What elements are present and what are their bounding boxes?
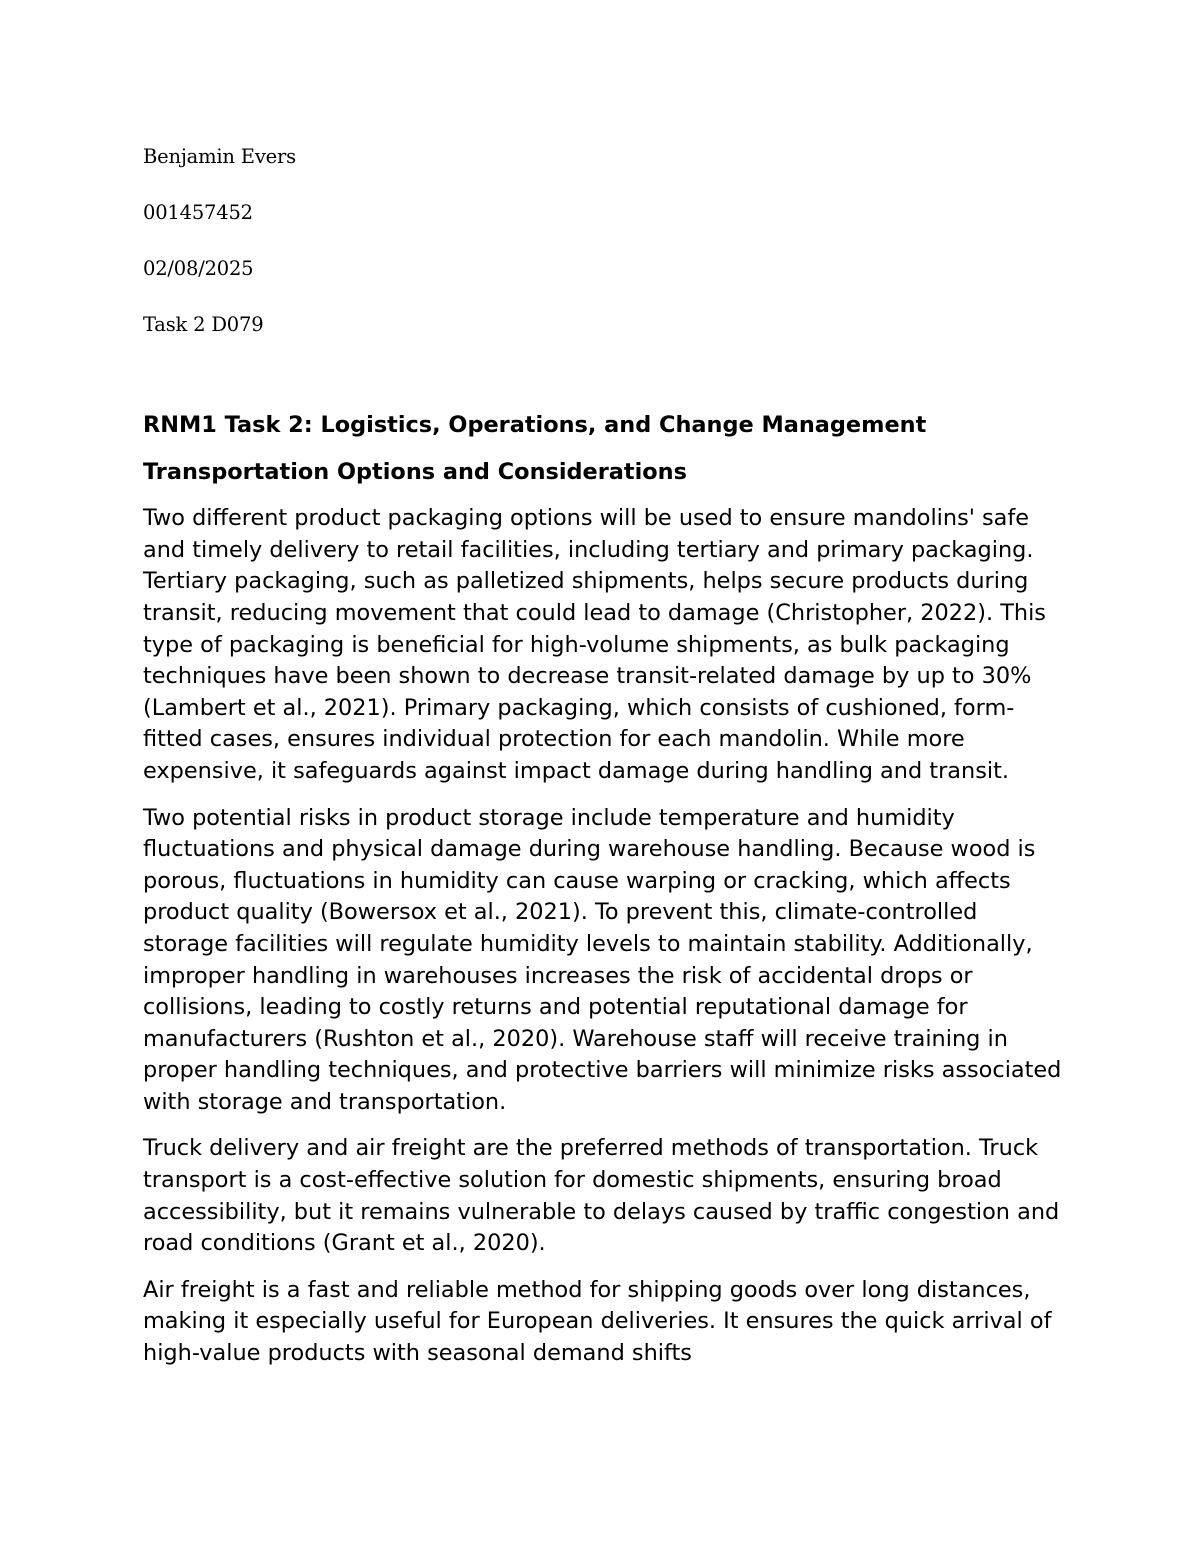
task-label: Task 2 D079 [143,313,264,336]
paragraph-truck-transport: Truck delivery and air freight are the preferred methods of transportation. Truck transport is a cost-effective solution for domestic shipments, ensuring broad accessibility, but it remains vulnerable to delays caused by traffic congestion and road conditions (Grant et al., 2020). [143,1135,1060,1257]
section-heading: Transportation Options and Considerations [143,458,687,485]
student-id: 001457452 [143,201,253,224]
submission-date: 02/08/2025 [143,257,254,280]
document-title: RNM1 Task 2: Logistics, Operations, and Change Management [143,412,927,438]
document-body [143,410,1063,1385]
paragraph-storage-risks: Two potential risks in product storage include temperature and humidity fluctuations and physical damage during warehouse handling. Because wood is porous, fluctuations in humidity can cause warping or cracking, which affects product quality (Bowersox et al., 2021). To prevent this, climate-controlled storage facilities will regulate humidity levels to maintain stability. Additionally, improper handling in warehouses increases the risk of accidental drops or collisions, leading to costly returns and potential reputational damage for manufacturers (Rushton et al., 2020). Warehouse staff will receive training in proper handling techniques, and protective barriers will minimize risks associated with storage and transportation. [143,804,1062,1115]
paragraph-packaging: Two different product packaging options will be used to ensure mandolins' safe and timely delivery to retail facilities, including tertiary and primary packaging. Tertiary packaging, such as palletized shipments, helps secure products during transit, reducing movement that could lead to damage (Christopher, 2022). This type of packaging is beneficial for high-volume shipments, as bulk packaging techniques have been shown to decrease transit-related damage by up to 30% (Lambert et al., 2021). Primary packaging, which consists of cushioned, form-fitted cases, ensures individual protection for each mandolin. While more expensive, it safeguards against impact damage during handling and transit. [143,505,1046,784]
paragraph-air-freight: Air freight is a fast and reliable method for shipping goods over long distances, making it especially useful for European deliveries. It ensures the quick arrival of high-value products with seasonal demand shifts [143,1276,1052,1367]
author-name: Benjamin Evers [143,145,296,168]
